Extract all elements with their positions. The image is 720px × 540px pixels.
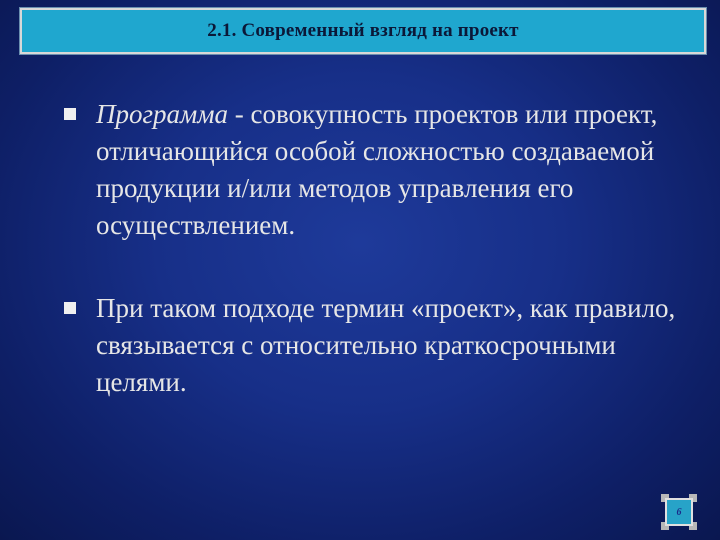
slide-navigation-icon[interactable] <box>661 494 697 530</box>
bullet-item-approach <box>62 290 702 401</box>
square-bullet-icon <box>64 108 76 120</box>
bullet-item-program <box>62 96 702 244</box>
bullet-text: При таком подходе термин «проект», как правило, связывается с относительно краткосрочными целями. <box>96 293 676 397</box>
bullet-term: Программа <box>96 99 228 129</box>
bullet-list <box>62 96 702 401</box>
page-number-badge <box>665 498 693 526</box>
slide-title-box <box>20 8 706 54</box>
bullet-text: - совокупность проектов или проект, отличающийся особой сложностью создаваемой продукции и/или методов управления его осуществлением. <box>96 99 658 240</box>
square-bullet-icon <box>64 302 76 314</box>
slide-title: 2.1. Современный взгляд на проект <box>207 20 519 41</box>
page-number: 6 <box>676 506 682 518</box>
